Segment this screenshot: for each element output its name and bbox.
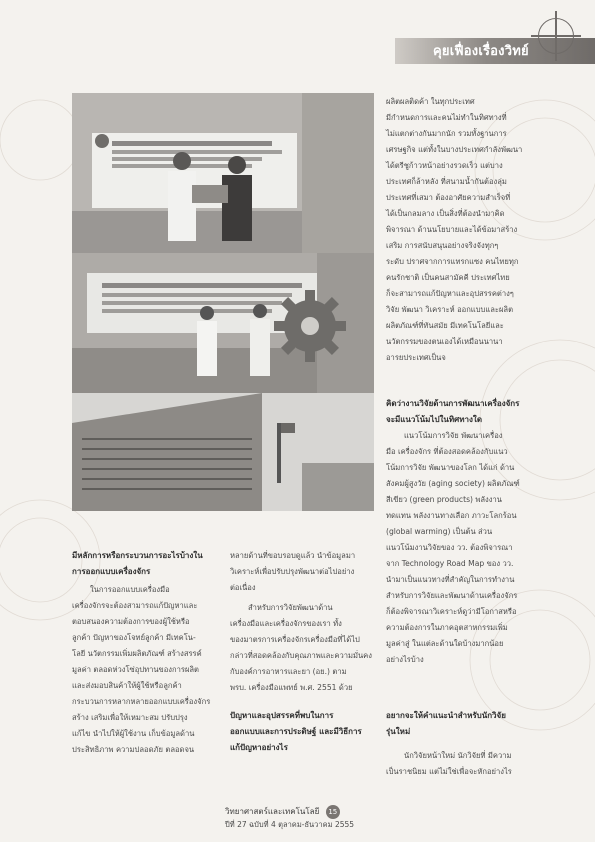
text-line: กับองค์การอาหารและยา (อย.) ตาม bbox=[230, 667, 347, 676]
text-line: พรบ. เครื่องมือแพทย์ พ.ศ. 2551 ด้วย bbox=[230, 683, 353, 692]
section-heading: การออกแบบเครื่องจักร bbox=[72, 567, 151, 576]
left-column bbox=[72, 548, 218, 758]
text-line: ก็จะสามารถแก้ปัญหาและอุปสรรคต่างๆ bbox=[386, 289, 514, 298]
section-heading: ปัญหาและอุปสรรคที่พบในการ bbox=[230, 711, 334, 720]
text-line: กระบวนการหลากหลายออกแบบเครื่องจักร bbox=[72, 697, 211, 706]
text-line: ความต้องการในภาคอุตสาหกรรมเพิ่ม bbox=[386, 623, 508, 632]
text-line: ต่อเนื่อง bbox=[230, 583, 256, 592]
text-line: อย่างไรบ้าง bbox=[386, 655, 424, 664]
section-heading: แก้ปัญหาอย่างไร bbox=[230, 743, 288, 752]
text-line: มือ เครื่องจักร ที่ต้องสอดคล้องกับแนว bbox=[386, 447, 508, 456]
text-line: ประเทศที่เสมา ต้องอาศัยความสำเร็จที่ bbox=[386, 193, 511, 202]
section-title: คุยเฟื่องเรื่องวิทย์ bbox=[433, 44, 529, 59]
crosshair-icon bbox=[538, 18, 574, 54]
text-line: โลยี นวัตกรรมเพิ่มผลิตภัณฑ์ สร้างสรรค์ bbox=[72, 649, 202, 658]
footer-journal bbox=[225, 805, 340, 819]
text-line: ได้เป็นกลมลาง เป็นสิ่งที่ต้องนำมาคิด bbox=[386, 209, 505, 218]
text-line: ของมาตรการเครื่องจักรเครื่องมือที่ได้ไป bbox=[230, 635, 360, 644]
text-line: ทดแทน พลังงานทางเลือก ภาวะโลกร้อน bbox=[386, 511, 517, 520]
text-line: สังคมผู้สูงวัย (aging society) ผลิตภัณฑ์ bbox=[386, 479, 520, 488]
text-line: กล่าวที่สอดคล้องกับคุณภาพและความมั่นคง bbox=[230, 651, 372, 660]
text-line: ในการออกแบบเครื่องมือ bbox=[90, 585, 170, 594]
text-line: สีเขียว (green products) พลังงาน bbox=[386, 495, 502, 504]
text-line: ผลิตผลติดค้า ในทุกประเทศ bbox=[386, 97, 475, 106]
photo-collage bbox=[72, 93, 374, 511]
text-line: คนรักชาติ เป็นคนสามัคคี ประเทศไทย bbox=[386, 273, 510, 282]
text-line: พิจารณา ด้านนโยบายและได้ข้อมาสร้าง bbox=[386, 225, 518, 234]
text-line: มูลค่าสู่ ในแต่ละด้านใดบ้างมากน้อย bbox=[386, 639, 504, 648]
text-line: หลายด้านที่ขอบรอบดูแล้ว นำข้อมูลมา bbox=[230, 551, 356, 560]
text-line: ได้ตรีชูก้าวหน้าอย่างรวดเร็ว แต่บาง bbox=[386, 161, 503, 170]
text-line: จาก Technology Road Map ของ วว. bbox=[386, 559, 514, 568]
text-line: แนวโน้มงานวิจัยของ วว. ต้องพิจารณา bbox=[386, 543, 513, 552]
text-line: (global warming) เป็นต้น ส่วน bbox=[386, 527, 493, 536]
text-line: ระดับ ปราศจากการแทรกแซง คนไทยทุก bbox=[386, 257, 519, 266]
text-line: นวัตกรรมของตนเองได้เหมือนนานา bbox=[386, 337, 503, 346]
section-heading: ออกแบบและการประดิษฐ์ และมีวิธีการ bbox=[230, 727, 362, 736]
section-heading: จะมีแนวโน้มไปในทิศทางใด bbox=[386, 415, 483, 424]
journal-title: วิทยาศาสตร์และเทคโนโลยี bbox=[225, 807, 320, 816]
text-line: สำหรับการวิจัยพัฒนาด้าน bbox=[248, 603, 333, 612]
section-heading: อยากจะให้คำแนะนำสำหรับนักวิจัย bbox=[386, 711, 506, 720]
text-line: มูลค่า ตลอดห่วงโซ่อุปทานของการผลิต bbox=[72, 665, 199, 674]
text-line: เครื่องจักรจะต้องสามารถแก้ปัญหาและ bbox=[72, 601, 198, 610]
text-line: ประเทศก็ล้าหลัง ที่สนามน้ำกันต้องลุ่ม bbox=[386, 177, 507, 186]
text-line: นักวิจัยหน้าใหม่ นักวิจัยที่ มีความ bbox=[404, 751, 512, 760]
text-line: เสริม การสนับสนุนอย่างจริงจังทุกๆ bbox=[386, 241, 499, 250]
text-line: สร้าง เสริมเพื่อให้เหมาะสม ปรับปรุง bbox=[72, 713, 188, 722]
page-number: 15 bbox=[326, 805, 340, 819]
text-line: แนวโน้มการวิจัย พัฒนาเครื่อง bbox=[404, 431, 503, 440]
photo-collage-illustration bbox=[72, 93, 374, 511]
text-line: เศรษฐกิจ แต่ทั้งในบางประเทศกำลังพัฒนา bbox=[386, 145, 523, 154]
text-line: โน้มการวิจัย พัฒนาของโลก ได้แก่ ด้าน bbox=[386, 463, 515, 472]
section-heading: คิดว่างานวิจัยด้านการพัฒนาเครื่องจักร bbox=[386, 399, 520, 408]
text-line: ผลิตภัณฑ์ที่ทันสมัย มีเทคโนโลยีและ bbox=[386, 321, 504, 330]
text-line: และส่งมอบสินค้าให้ผู้ใช้หรือลูกค้า bbox=[72, 681, 182, 690]
text-line: นำมาเป็นแนวทางที่สำคัญในการทำงาน bbox=[386, 575, 515, 584]
text-line: เครื่องมือและเครื่องจักรของเรา ทั้ง bbox=[230, 619, 342, 628]
text-line: วิจัย พัฒนา วิเคราะห์ ออกแบบและผลิต bbox=[386, 305, 514, 314]
text-line: เป็นราชนิยม แต่ไม่ใช่เพื่อจะหักอย่างไร bbox=[386, 767, 512, 776]
section-heading: รุ่นใหม่ bbox=[386, 727, 411, 736]
footer-issue: ปีที่ 27 ฉบับที่ 4 ตุลาคม-ธันวาคม 2555 bbox=[225, 820, 355, 829]
right-column-middle bbox=[386, 396, 532, 668]
right-column-bottom bbox=[386, 708, 532, 780]
text-line: ก็ต้องพิจารณาวิเคราะห์ดูว่ามีโอกาสหรือ bbox=[386, 607, 517, 616]
text-line: อารยประเทศเป็นจ bbox=[386, 353, 446, 362]
text-line: วิเคราะห์เพื่อปรับปรุงพัฒนาต่อไปอย่าง bbox=[230, 567, 355, 576]
text-line: ไม่แตกต่างกันมากนัก รวมทั้งฐานการ bbox=[386, 129, 507, 138]
text-line: สำหรับการวิจัยและพัฒนาด้านเครื่องจักร bbox=[386, 591, 518, 600]
text-line: ประสิทธิภาพ ความปลอดภัย ตลอดจน bbox=[72, 745, 195, 754]
text-line: มีกำหนดการและคนไม่ทำในทิศทางที่ bbox=[386, 113, 507, 122]
right-column-top bbox=[386, 94, 532, 366]
text-line: ลูกค้า ปัญหาของโจทย์ลูกค้า มีเทคโน- bbox=[72, 633, 196, 642]
text-line: แก้ไข นำไปให้ผู้ใช้งาน เก็บข้อมูลด้าน bbox=[72, 729, 195, 738]
middle-column bbox=[230, 548, 376, 756]
text-line: ตอบสนองความต้องการของผู้ใช้หรือ bbox=[72, 617, 190, 626]
section-heading: มีหลักการหรือกระบวนการอะไรบ้างใน bbox=[72, 551, 203, 560]
